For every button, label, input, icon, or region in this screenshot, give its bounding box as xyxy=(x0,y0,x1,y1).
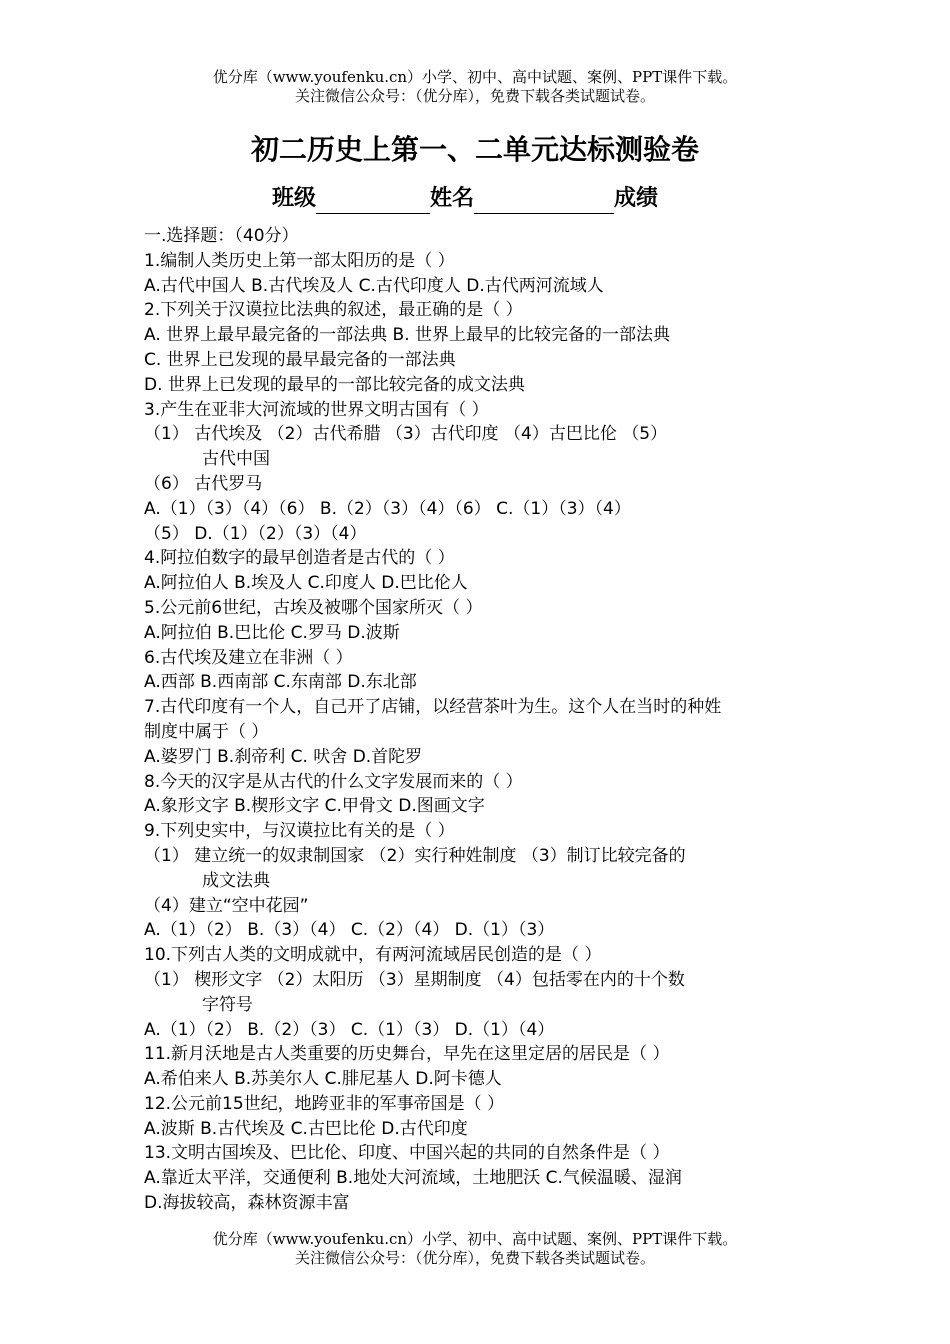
question-options: A.婆罗门 B.刹帝利 C. 吠舍 D.首陀罗 xyxy=(144,746,423,767)
footer-line-1: 优分库（www.youfenku.cn）小学、初中、高中试题、案例、PPT课件下载。 xyxy=(212,1230,738,1248)
question-options: A.阿拉伯 B.巴比伦 C.罗马 D.波斯 xyxy=(144,622,400,643)
page-title: 初二历史上第一、二单元达标测验卷 xyxy=(250,133,699,166)
question-options: A. 世界上最早最完备的一部法典 B. 世界上最早的比较完备的一部法典 xyxy=(144,325,671,346)
question-stem: 11.新月沃地是古人类重要的历史舞台，早先在这里定居的居民是（ ） xyxy=(144,1044,670,1065)
question-options: A.波斯 B.古代埃及 C.古巴比伦 D.古代印度 xyxy=(144,1118,468,1139)
question-stem: 7.古代印度有一个人，自己开了店铺，以经营茶叶为生。这个人在当时的种姓 xyxy=(144,697,722,718)
question-options: A.阿拉伯人 B.埃及人 C.印度人 D.巴比伦人 xyxy=(144,573,468,594)
question-options: （5） D.（1）（2）（3）（4） xyxy=(144,523,367,544)
question-options: A.（1）（3）（4）（6） B.（2）（3）（4）（6） C.（1）（3）（4） xyxy=(144,498,631,519)
question-options: A.西部 B.西南部 C.东南部 D.东北部 xyxy=(144,672,417,693)
page-footer xyxy=(0,1230,950,1268)
name-blank xyxy=(474,189,614,214)
question-stem: 1.编制人类历史上第一部太阳历的是（ ） xyxy=(144,250,455,271)
question-items: 成文法典 xyxy=(202,870,270,891)
question-options: D.海拔较高，森林资源丰富 xyxy=(144,1193,350,1214)
question-options: A.古代中国人 B.古代埃及人 C.古代印度人 D.古代两河流域人 xyxy=(144,275,604,296)
question-stem: 2.下列关于汉谟拉比法典的叙述，最正确的是（ ） xyxy=(144,300,523,321)
question-items: （4）建立“空中花园” xyxy=(144,895,309,916)
question-options: A.（1）（2） B.（3）（4） C.（2）（4） D.（1）（3） xyxy=(144,920,555,941)
header-line-1: 优分库（www.youfenku.cn）小学、初中、高中试题、案例、PPT课件下载。 xyxy=(212,68,738,86)
question-items: （1） 古代埃及 （2）古代希腊 （3）古代印度 （4）古巴比伦 （5） xyxy=(144,424,668,445)
question-items: 字符号 xyxy=(202,994,253,1015)
header-line-2: 关注微信公众号：（优分库），免费下载各类试题试卷。 xyxy=(294,87,655,105)
question-stem: 9.下列史实中，与汉谟拉比有关的是（ ） xyxy=(144,821,455,842)
question-options: A.希伯来人 B.苏美尔人 C.腓尼基人 D.阿卡德人 xyxy=(144,1069,502,1090)
page-header xyxy=(0,68,950,106)
question-items: （1） 楔形文字 （2）太阳历 （3）星期制度 （4）包括零在内的十个数 xyxy=(144,969,685,990)
class-label: 班级 xyxy=(272,186,317,211)
question-options: C. 世界上已发现的最早最完备的一部法典 xyxy=(144,349,456,370)
question-stem: 制度中属于（ ） xyxy=(144,721,269,742)
class-blank xyxy=(316,189,430,214)
question-list xyxy=(144,224,814,1216)
question-stem: 10.下列古人类的文明成就中，有两河流域居民创造的是（ ） xyxy=(144,945,602,966)
score-label: 成绩 xyxy=(614,186,659,211)
question-items: 古代中国 xyxy=(202,449,270,470)
name-label: 姓名 xyxy=(430,186,475,211)
question-stem: 5.公元前6世纪，古埃及被哪个国家所灭（ ） xyxy=(144,597,483,618)
question-options: D. 世界上已发现的最早的一部比较完备的成文法典 xyxy=(144,374,525,395)
question-stem: 6.古代埃及建立在非洲（ ） xyxy=(144,647,353,668)
footer-line-2: 关注微信公众号：（优分库），免费下载各类试题试卷。 xyxy=(294,1249,655,1267)
question-stem: 12.公元前15世纪，地跨亚非的军事帝国是（ ） xyxy=(144,1093,505,1114)
student-info xyxy=(272,184,658,214)
question-items: （6） 古代罗马 xyxy=(144,473,263,494)
question-stem: 8.今天的汉字是从古代的什么文字发展而来的（ ） xyxy=(144,771,523,792)
question-options: A.靠近太平洋，交通便利 B.地处大河流域，土地肥沃 C.气候温暖、湿润 xyxy=(144,1168,682,1189)
question-stem: 13.文明古国埃及、巴比伦、印度、中国兴起的共同的自然条件是（ ） xyxy=(144,1143,670,1164)
question-stem: 3.产生在亚非大河流域的世界文明古国有（ ） xyxy=(144,399,489,420)
question-options: A.象形文字 B.楔形文字 C.甲骨文 D.图画文字 xyxy=(144,796,485,817)
question-stem: 4.阿拉伯数字的最早创造者是古代的（ ） xyxy=(144,548,455,569)
question-options: A.（1）（2） B.（2）（3） C.（1）（3） D.（1）（4） xyxy=(144,1019,555,1040)
question-items: （1） 建立统一的奴隶制国家 （2）实行种姓制度 （3）制订比较完备的 xyxy=(144,845,686,866)
section-heading: 一.选择题：（40分） xyxy=(144,226,299,246)
